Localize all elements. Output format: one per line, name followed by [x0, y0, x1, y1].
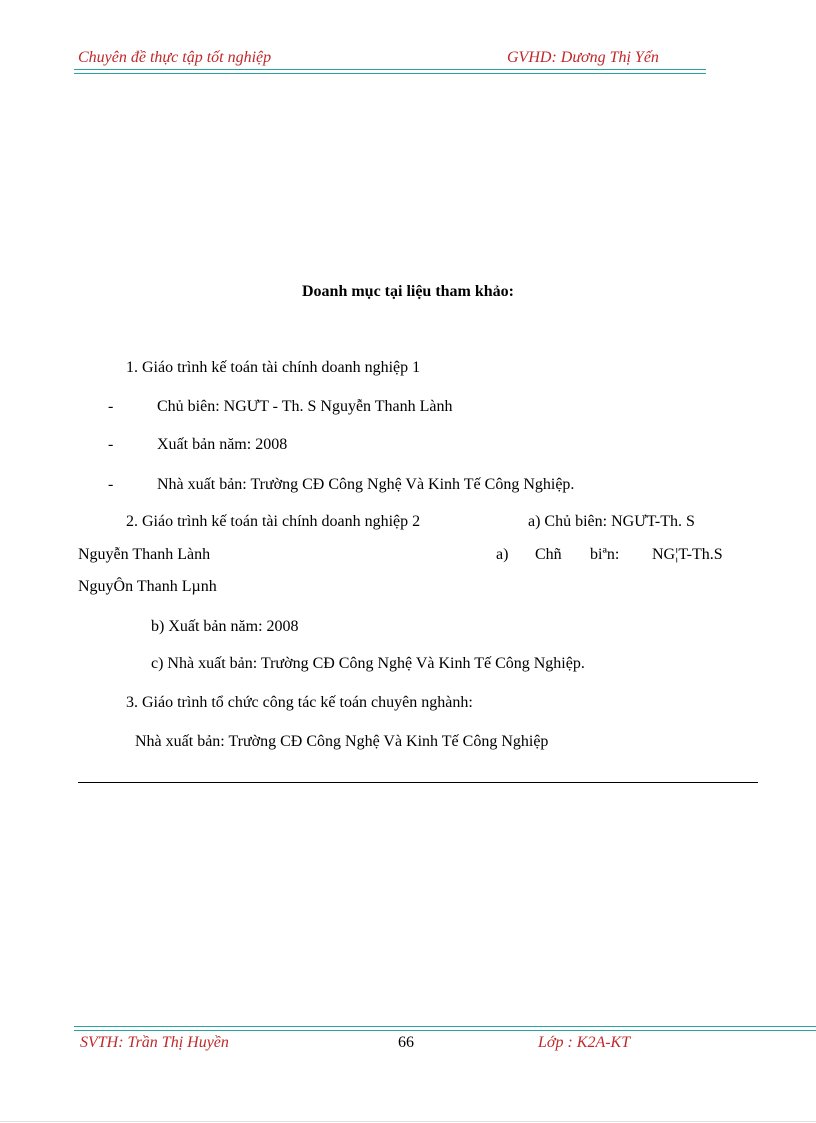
item-2-garbled-b: Chñ [535, 546, 562, 563]
item-2-garbled-a: a) [496, 546, 509, 563]
item-2-garbled-d: NG¦T-Th.S [652, 546, 723, 563]
header-right: GVHD: Dương Thị Yến [507, 49, 659, 66]
item-1-title: 1. Giáo trình kế toán tài chính doanh nghiệp 1 [126, 359, 421, 376]
header-rule [74, 69, 706, 74]
item-3-publisher: Nhà xuất bản: Trường CĐ Công Nghệ Và Kinh Tế Công Nghiệp [135, 733, 549, 750]
item-2-title: 2. Giáo trình kế toán tài chính doanh nghiệp 2 [126, 513, 421, 530]
bullet-marker: - [108, 398, 114, 415]
header-left: Chuyên đề thực tập tốt nghiệp [78, 49, 272, 66]
item-2-b: b) Xuất bản năm: 2008 [151, 618, 299, 635]
page-title: Doanh mục tại liệu tham khảo: [301, 283, 515, 300]
content-divider [78, 782, 758, 783]
item-2-line3: NguyÔn Thanh Lµnh [78, 578, 217, 595]
item-1-bullet-3: Nhà xuất bản: Trường CĐ Công Nghệ Và Kinh Tế Công Nghiệp. [157, 476, 575, 493]
item-2-garbled-c: biªn: [590, 546, 620, 563]
item-2-a-inline: a) Chủ biên: NGƯT-Th. S [528, 513, 695, 530]
item-2-c: c) Nhà xuất bản: Trường CĐ Công Nghệ Và Kinh Tế Công Nghiệp. [151, 655, 585, 672]
page-bottom-edge [0, 1121, 816, 1122]
footer-right: Lớp : K2A-KT [538, 1034, 631, 1051]
footer-rule [74, 1026, 816, 1031]
bullet-marker: - [108, 476, 114, 493]
footer-left: SVTH: Trần Thị Huyền [80, 1034, 229, 1051]
bullet-marker: - [108, 436, 114, 453]
item-1-bullet-2: Xuất bản năm: 2008 [157, 436, 288, 453]
item-3-title: 3. Giáo trình tổ chức công tác kế toán chuyên nghành: [126, 694, 473, 711]
page-number: 66 [398, 1034, 414, 1051]
item-1-bullet-1: Chủ biên: NGƯT - Th. S Nguyễn Thanh Lành [157, 398, 453, 415]
item-2-line2-left: Nguyễn Thanh Lành [78, 546, 211, 563]
